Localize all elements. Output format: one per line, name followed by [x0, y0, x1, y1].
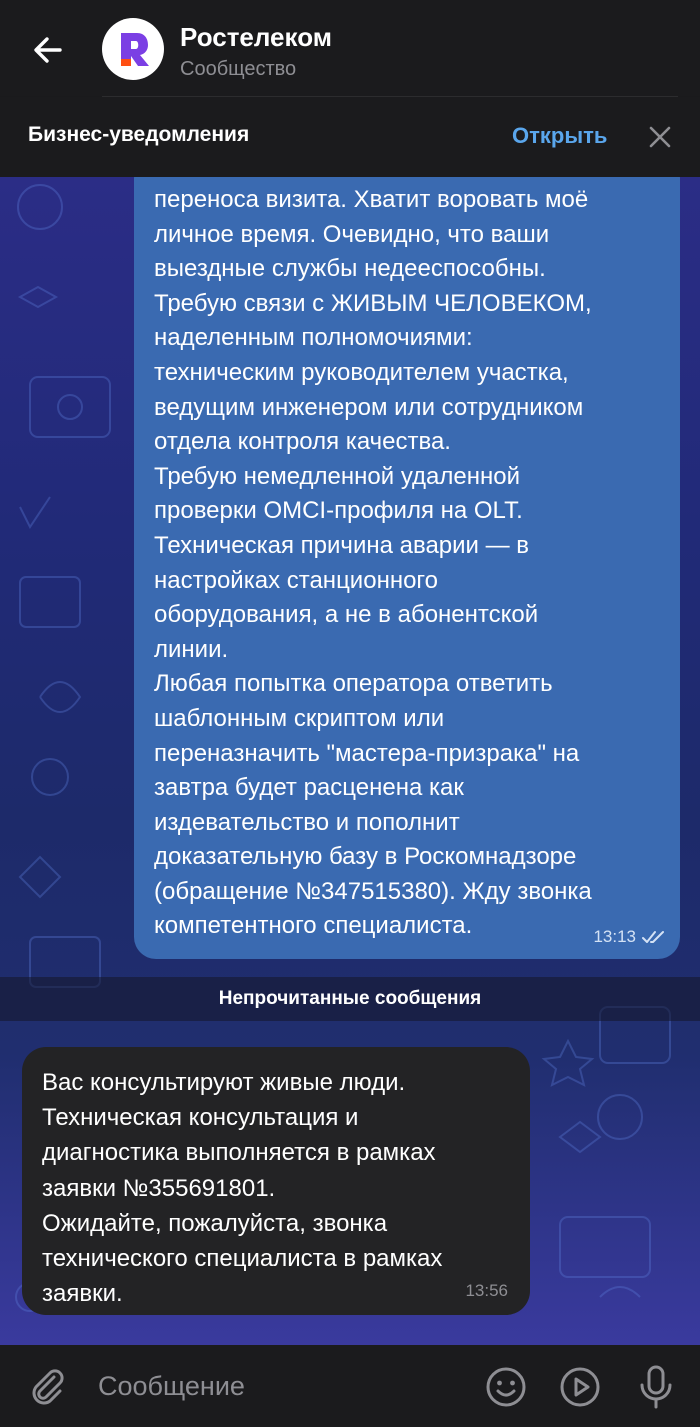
close-icon — [644, 121, 676, 153]
chat-subtitle: Сообщество — [180, 58, 297, 80]
open-button[interactable]: Открыть — [512, 123, 608, 148]
smiley-icon — [484, 1365, 528, 1409]
outgoing-message-time: 13:13 — [593, 927, 636, 946]
rostelecom-logo — [115, 29, 151, 69]
business-notice-bar — [0, 97, 700, 177]
back-button[interactable] — [22, 24, 74, 76]
video-message-button[interactable] — [558, 1365, 602, 1409]
voice-message-button[interactable] — [634, 1363, 678, 1411]
arrow-left-icon — [30, 32, 66, 68]
double-check-icon — [642, 929, 666, 945]
chat-area[interactable] — [0, 177, 700, 1345]
notice-label: Бизнес-уведомления — [28, 123, 250, 146]
attach-button[interactable] — [26, 1365, 68, 1407]
incoming-message[interactable] — [22, 1047, 530, 1315]
close-button[interactable] — [644, 121, 676, 153]
chat-header — [0, 0, 700, 96]
avatar[interactable] — [102, 18, 164, 80]
outgoing-message[interactable] — [134, 177, 680, 959]
outgoing-message-text: переноса визита. Хватит воровать моё личное время. Очевидно, что ваши выездные службы недееспособны. Требую связи с ЖИВЫМ ЧЕЛОВЕКОМ, наделенным полномочиями: техническим руководителем участка, ведущим инженером или сотрудником отдела контроля качества. Требую немедленной удаленной проверки OMCI-профиля на OLT. Техническая причина аварии — в настройках станционного оборудования, а не в абонентской линии. Любая попытка оператора ответить шаблонным скриптом или переназначить "мастера-призрака" на завтра будет расценена как издевательство и пополнит доказательную базу в Роскомнадзоре (обращение №347515380). Жду звонка компетентного специалиста. — [154, 186, 592, 940]
unread-divider — [0, 977, 700, 1021]
incoming-message-time: 13:56 — [465, 1281, 508, 1300]
unread-label: Непрочитанные сообщения — [218, 988, 482, 1009]
chat-title[interactable]: Ростелеком — [180, 22, 332, 52]
emoji-button[interactable] — [484, 1365, 528, 1409]
incoming-message-text: Вас консультируют живые люди. Техническая консультация и диагностика выполняется в рамках заявки №355691801. Ожидайте, пожалуйста, звонка технического специалиста в рамках заявки. — [42, 1069, 443, 1308]
message-composer — [0, 1345, 700, 1427]
paperclip-icon — [26, 1365, 68, 1407]
microphone-icon — [634, 1363, 678, 1411]
message-input[interactable] — [98, 1367, 458, 1405]
play-circle-icon — [558, 1365, 602, 1409]
